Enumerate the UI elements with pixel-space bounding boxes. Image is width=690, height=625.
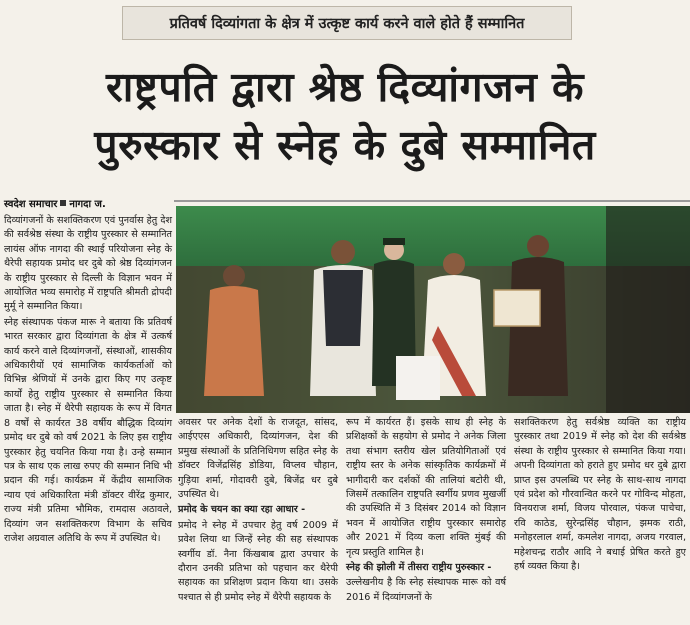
paragraph: दिव्यांगजनों के सशक्तिकरण एवं पुनर्वास हेतु देश की सर्वश्रेष्ठ संस्था के राष्ट्रीय पुरस्कार से सम्मानित लायंस ऑफ नागदा की स्थाई परियोजना स्नेह के थैरेपी सहायक प्रमोद धर दुबे को श्रेष्ठ दिव्यांगजन के राष्ट्रीय पुरस्कार से दिल्ली के विज्ञान भवन में आयोजित भव्य समारोह में राष्ट्रपति श्रीमती द्रोपदी मुर्मू ने सम्मानित किया। [4,215,172,313]
article-column-2 [178,416,338,605]
headline-line-1: राष्ट्रपति द्वारा श्रेष्ठ दिव्यांगजन के [105,63,585,111]
byline-separator [60,200,66,206]
photo-illustration [176,206,690,413]
article-column-1 [4,214,172,546]
award-ceremony-photo [176,206,690,413]
subheading: स्नेह की झोली में तीसरा राष्ट्रीय पुरुस्कार - [346,562,492,574]
paragraph: स्नेह संस्थापक पंकज मारू ने बताया कि प्रतिवर्ष भारत सरकार द्वारा दिव्यांगता के क्षेत्र में उत्कर्ष कार्य करने वाले दिव्यांगजनों, संस्थाओं, शासकीय अधिकारीयों एवं सामाजिक कार्यकर्ताओं को विभिन्न श्रेणियों में उनके द्वारा किए गए उत्कृष्ट कार्यों हेतु राष्ट्रीय पुरस्कार से सम्मानित किया जाता है। स्नेह में थैरेपी सहायक के रूप में विगत 8 वर्षों से कार्यरत 38 वर्षीय बौद्धिक दिव्यांग प्रमोद धर दुबे को वर्ष 2021 के लिए इस राष्ट्रीय पुरस्कार हेतु चयनित किया गया है। उन्हे सम्मान पत्र के साथ एक लाख रुपए की सम्मान निधि भी प्रदान की गई। कार्यक्रम में केंद्रीय सामाजिक न्याय एवं अधिकारिता मंत्री डॉक्टर वीरेंद्र कुमार, राज्य मंत्री प्रतिमा भौमिक, रामदास अठावले, दिव्यांग जन सशक्तिकरण विभाग के सचिव राजेश अग्रवाल अतिथि के रूप में उपस्थित थे। [4,316,172,544]
byline-place: नागदा ज. [69,199,106,210]
byline-source: स्वदेश समाचार [4,199,58,210]
byline [4,196,174,210]
column-rule [174,200,690,202]
subheading: प्रमोद के चयन का क्या रहा आधार - [178,504,306,516]
paragraph: अवसर पर अनेक देशों के राजदूत, सांसद, आईएएस अधिकारी, दिव्यांगजन, देश की प्रमुख संस्थाओं के प्रतिनिधिगण सहित स्नेह के डॉक्टर विजेंद्रसिंह डोडिया, विप्लव चौहान, गुड़िया शर्मा, गोदावरी दुबे, बिजेंद्र धर दुबे उपस्थित थे। [178,417,338,501]
paragraph: उल्लेखनीय है कि स्नेह संस्थापक मारू को वर्ष 2016 में दिव्यांगजनों के [346,577,506,603]
kicker-banner: प्रतिवर्ष दिव्यांगता के क्षेत्र में उत्कृष्ट कार्य करने वाले होते हैं सम्मानित [122,6,572,40]
headline-line-2: पुरुस्कार से स्नेह के दुबे सम्मानित [94,121,596,169]
article-column-4 [514,416,686,574]
paragraph: सशक्तिकरण हेतु सर्वश्रेष्ठ व्यक्ति का राष्ट्रीय पुरस्कार तथा 2019 में स्नेह को देश की सर्वश्रेष्ठ संस्था के राष्ट्रीय पुरस्कार से सम्मानित किया गया। अपनी दिव्यांगता को हराते हुए प्रमोद धर दुबे द्वारा प्राप्त इस उपलब्धि पर स्नेह के साथ-साथ नागदा एवं प्रदेश को गौरवान्वित करने पर गोविन्द मोहता, विनयराज शर्मा, विजय पोरवाल, पंकज पाचेचा, रवि काठेड, सुरेन्द्रसिंह चौहान, झमक राठी, मनोहरलाल शर्मा, कमलेश नागदा, अजय गरवाल, महेशचन्द्र राठौर आदि ने बधाई प्रेषित करते हुए हर्ष व्यक्त किया है। [514,417,686,573]
article-column-3 [346,416,506,605]
paragraph: रूप में कार्यरत हैं। इसके साथ ही स्नेह के प्रशिक्षकों के सहयोग से प्रमोद ने अनेक जिला तथा संभाग स्तरीय खेल प्रतियोगिताओं एवं राष्ट्रीय स्तर के अनेक सांस्कृतिक कार्यक्रमों में भागीदारी कर दर्शकों की तालियां बटोरी थी, जिसमें तत्कालिन राष्ट्रपति स्वर्गीय प्रणव मुखर्जी की उपस्थिति में 3 दिसंबर 2014 को विज्ञान भवन में आयोजित राष्ट्रीय पुरस्कार समारोह और 2021 में दिव्य कला शक्ति मुंबई की नृत्य प्रस्तुति शामिल है। [346,417,506,558]
paragraph: प्रमोद ने स्नेह में उपचार हेतु वर्ष 2009 में प्रवेश लिया था जिन्हें स्नेह की सह संस्थापक स्वर्गीय डॉ. नैना किंखबाब द्वारा उपचार के दौरान उनकी प्रतिभा को पहचान कर थैरेपी सहायक का प्रशिक्षण प्रदान किया था। उसके पश्चात से ही प्रमोद स्नेह में थैरेपी सहायक के [178,519,338,603]
